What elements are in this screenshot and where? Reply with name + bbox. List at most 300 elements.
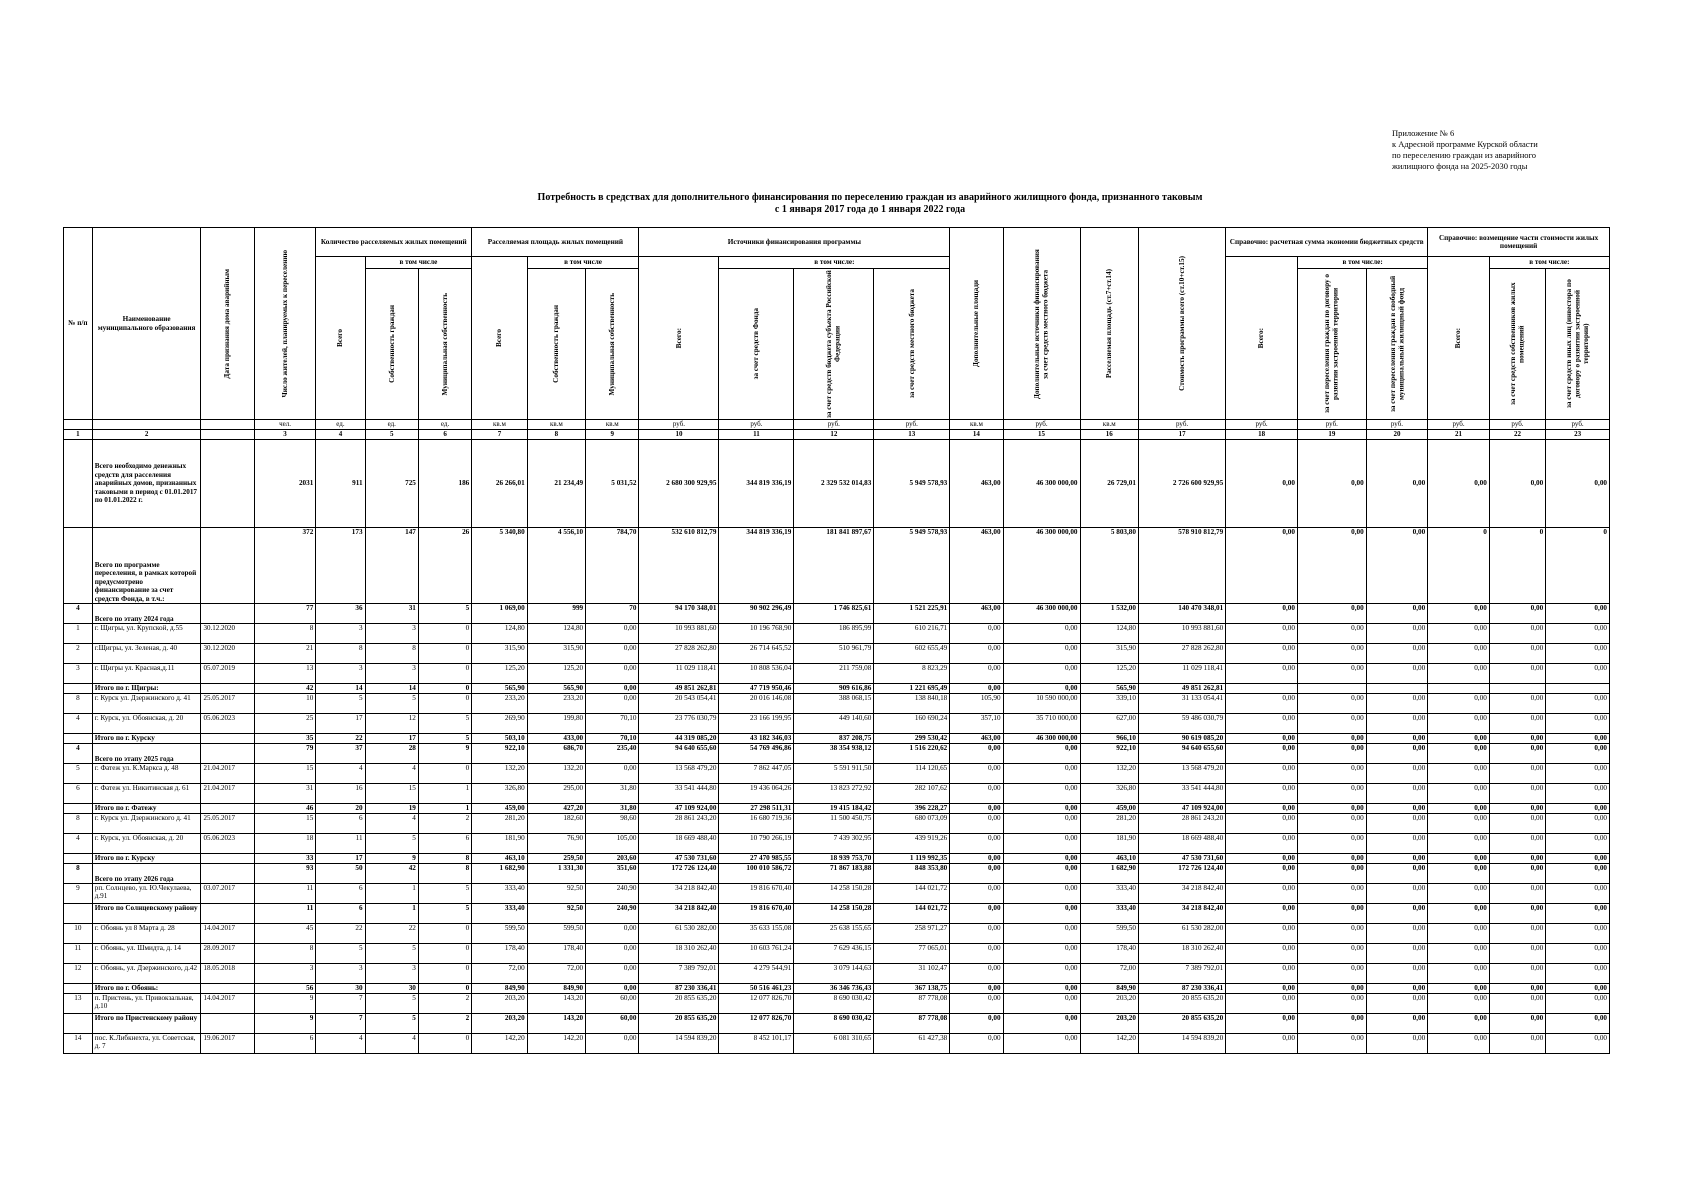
value-cell: 143,20: [527, 994, 585, 1014]
value-cell: 4 279 544,91: [719, 964, 794, 984]
value-cell: 0,00: [1546, 814, 1610, 834]
value-cell: 10 790 266,19: [719, 834, 794, 854]
value-cell: 1 682,90: [472, 864, 527, 884]
value-cell: 49 851 262,81: [639, 684, 719, 694]
value-cell: 31,80: [586, 804, 639, 814]
value-cell: 463,10: [472, 854, 527, 864]
value-cell: 0,00: [1428, 734, 1490, 744]
value-cell: 6: [254, 1034, 316, 1054]
value-cell: 459,00: [1080, 804, 1138, 814]
header-incl: в том числе:: [1489, 257, 1609, 269]
title-line: Потребность в средствах для дополнительного финансирования по переселению граждан из аварийного жилищного фонда, признанного таковым: [537, 192, 1203, 203]
value-cell: 0,00: [1428, 804, 1490, 814]
value-cell: 0,00: [1489, 744, 1545, 764]
value-cell: 15: [254, 814, 316, 834]
recognition-date: 21.04.2017: [201, 764, 254, 784]
header-fund: за счет средств Фонда: [719, 269, 794, 420]
value-cell: 372: [254, 528, 316, 604]
municipality-name: г. Курск ул. Дзержинского д. 41: [92, 694, 201, 714]
document-title: [380, 192, 1360, 216]
value-cell: 240,90: [586, 884, 639, 904]
municipality-name: Итого по Солнцевскому району: [92, 904, 201, 924]
unit-cell: чел.: [254, 420, 316, 430]
value-cell: 5 949 578,93: [874, 440, 950, 528]
value-cell: 0,00: [950, 1034, 1003, 1054]
header-econ-total: Всего:: [1226, 257, 1298, 420]
value-cell: 966,10: [1080, 734, 1138, 744]
value-cell: 54 769 496,86: [719, 744, 794, 764]
value-cell: 35 710 000,00: [1003, 714, 1080, 734]
header-comp-total: Всего:: [1428, 257, 1490, 420]
value-cell: 0,00: [1226, 944, 1298, 964]
value-cell: 77: [254, 604, 316, 624]
value-cell: 35: [254, 734, 316, 744]
value-cell: 0,00: [1489, 714, 1545, 734]
value-cell: 79: [254, 744, 316, 764]
column-number-cell: 21: [1428, 430, 1490, 440]
value-cell: 0,00: [1226, 714, 1298, 734]
value-cell: 186: [418, 440, 471, 528]
value-cell: 20 855 635,20: [639, 1014, 719, 1034]
value-cell: 0,00: [1003, 1014, 1080, 1034]
value-cell: 19: [365, 804, 418, 814]
unit-cell: кв.м: [586, 420, 639, 430]
municipality-name: Итого по г. Обоянь:: [92, 984, 201, 994]
value-cell: 1 221 695,49: [874, 684, 950, 694]
value-cell: 0,00: [1366, 1034, 1428, 1054]
value-cell: 269,90: [472, 714, 527, 734]
value-cell: 60,00: [586, 994, 639, 1014]
value-cell: 0,00: [1366, 604, 1428, 624]
municipality-name: г. Курск ул. Дзержинского д. 41: [92, 814, 201, 834]
value-cell: 87 778,08: [874, 994, 950, 1014]
value-cell: 33: [254, 854, 316, 864]
value-cell: 0,00: [1297, 1034, 1366, 1054]
value-cell: 181,90: [1080, 834, 1138, 854]
value-cell: [1489, 684, 1545, 694]
table-row: [64, 684, 1610, 694]
value-cell: 0: [1428, 528, 1490, 604]
value-cell: 13: [254, 664, 316, 684]
value-cell: 2: [418, 1014, 471, 1034]
header-comp2: за счет средств иных лиц (инвестора по договору о развитии застроенной территории): [1546, 269, 1610, 420]
value-cell: 144 021,72: [874, 884, 950, 904]
value-cell: 42: [365, 864, 418, 884]
value-cell: 0,00: [1003, 684, 1080, 694]
value-cell: 0,00: [1297, 984, 1366, 994]
value-cell: 0,00: [950, 744, 1003, 764]
value-cell: 27 470 985,55: [719, 854, 794, 864]
value-cell: 5: [316, 944, 365, 964]
value-cell: 315,90: [472, 644, 527, 664]
value-cell: 20 543 054,41: [639, 694, 719, 714]
value-cell: 22: [365, 924, 418, 944]
value-cell: 0,00: [1297, 764, 1366, 784]
value-cell: 0,00: [1489, 604, 1545, 624]
row-number: 8: [64, 694, 93, 714]
value-cell: 5 591 911,50: [794, 764, 874, 784]
value-cell: 0,00: [1297, 1014, 1366, 1034]
recognition-date: [201, 684, 254, 694]
value-cell: 0,00: [1428, 1014, 1490, 1034]
column-number-cell: 1: [64, 430, 93, 440]
value-cell: 0,00: [1003, 624, 1080, 644]
value-cell: 34 218 842,40: [639, 904, 719, 924]
value-cell: 602 655,49: [874, 644, 950, 664]
value-cell: 0,00: [1226, 764, 1298, 784]
table-row: [64, 864, 1610, 884]
value-cell: 125,20: [527, 664, 585, 684]
financing-table: [63, 227, 1610, 1054]
municipality-name: г. Курск, ул. Обоянская, д. 20: [92, 714, 201, 734]
value-cell: 0,00: [1297, 694, 1366, 714]
value-cell: 10 993 881,60: [639, 624, 719, 644]
value-cell: 14 258 150,28: [794, 904, 874, 924]
value-cell: 33 541 444,80: [1138, 784, 1225, 804]
value-cell: [1428, 684, 1490, 694]
value-cell: 7: [316, 1014, 365, 1034]
value-cell: 0,00: [1226, 624, 1298, 644]
value-cell: 1: [418, 784, 471, 804]
value-cell: 326,80: [1080, 784, 1138, 804]
value-cell: 0,00: [586, 764, 639, 784]
table-body: [64, 440, 1610, 1054]
value-cell: 7 439 302,95: [794, 834, 874, 854]
table-row: [64, 644, 1610, 664]
value-cell: 8: [418, 854, 471, 864]
value-cell: 0,00: [1226, 440, 1298, 528]
value-cell: 33 541 444,80: [639, 784, 719, 804]
value-cell: 49 851 262,81: [1138, 684, 1225, 694]
value-cell: 5: [365, 994, 418, 1014]
header-own-citizens: Собственность граждан: [365, 269, 418, 420]
row-number: [64, 734, 93, 744]
value-cell: 16: [316, 784, 365, 804]
value-cell: 0,00: [1489, 764, 1545, 784]
value-cell: 4: [365, 1034, 418, 1054]
value-cell: 8 823,29: [874, 664, 950, 684]
value-cell: 181,90: [472, 834, 527, 854]
value-cell: 9: [254, 1014, 316, 1034]
recognition-date: 05.06.2023: [201, 714, 254, 734]
value-cell: 172 726 124,40: [1138, 864, 1225, 884]
value-cell: 142,20: [472, 1034, 527, 1054]
value-cell: 0,00: [1489, 644, 1545, 664]
value-cell: 0,00: [1226, 528, 1298, 604]
value-cell: 2 680 300 929,95: [639, 440, 719, 528]
row-number: 5: [64, 764, 93, 784]
table-row: [64, 604, 1610, 624]
value-cell: 125,20: [472, 664, 527, 684]
row-number: 9: [64, 884, 93, 904]
header-rooms-total: Всего: [316, 257, 365, 420]
value-cell: 0,00: [1297, 744, 1366, 764]
column-number-cell: 7: [472, 430, 527, 440]
unit-cell: кв.м: [472, 420, 527, 430]
value-cell: 0,00: [1546, 784, 1610, 804]
header-comp-group: Справочно: возмещение части стоимости жилых помещений: [1428, 228, 1610, 257]
value-cell: 0,00: [950, 1014, 1003, 1034]
column-number-cell: 16: [1080, 430, 1138, 440]
unit-cell: руб.: [1428, 420, 1490, 430]
value-cell: 0,00: [1003, 644, 1080, 664]
value-cell: 0,00: [1366, 864, 1428, 884]
value-cell: 3: [316, 964, 365, 984]
value-cell: 50: [316, 864, 365, 884]
value-cell: 0,00: [1226, 984, 1298, 994]
column-number-cell: 6: [418, 430, 471, 440]
header-residents: Число жителей, планируемых к переселению: [254, 228, 316, 420]
municipality-name: Всего необходимо денежных средств для расселения аварийных домов, признанных таковыми в период с 01.01.2017 по 01.01.2022 г.: [92, 440, 201, 528]
value-cell: 203,20: [1080, 994, 1138, 1014]
value-cell: 87 230 336,41: [639, 984, 719, 994]
value-cell: 8: [418, 864, 471, 884]
value-cell: 124,80: [527, 624, 585, 644]
value-cell: 0,00: [1366, 924, 1428, 944]
value-cell: 1 119 992,35: [874, 854, 950, 864]
value-cell: 94 640 655,60: [1138, 744, 1225, 764]
value-cell: 0,00: [1226, 904, 1298, 924]
value-cell: 11 029 118,41: [639, 664, 719, 684]
value-cell: 8: [254, 944, 316, 964]
value-cell: 61 530 282,00: [1138, 924, 1225, 944]
value-cell: 10 603 761,24: [719, 944, 794, 964]
value-cell: 0,00: [1546, 924, 1610, 944]
value-cell: 46 300 000,00: [1003, 604, 1080, 624]
value-cell: 8 690 030,42: [794, 1014, 874, 1034]
value-cell: 0,00: [1297, 440, 1366, 528]
value-cell: 14: [316, 684, 365, 694]
value-cell: 0,00: [1428, 964, 1490, 984]
municipality-name: г. Обоянь, ул. Дзержинского, д.42: [92, 964, 201, 984]
value-cell: 90 902 296,49: [719, 604, 794, 624]
value-cell: 0,00: [1489, 984, 1545, 994]
value-cell: 0,00: [1297, 854, 1366, 864]
value-cell: [1226, 684, 1298, 694]
value-cell: 0,00: [1003, 744, 1080, 764]
value-cell: 47 719 950,46: [719, 684, 794, 694]
unit-cell: руб.: [1138, 420, 1225, 430]
recognition-date: 28.09.2017: [201, 944, 254, 964]
value-cell: 0,00: [950, 624, 1003, 644]
value-cell: 114 120,65: [874, 764, 950, 784]
value-cell: 0,00: [1489, 804, 1545, 814]
column-number-cell: 17: [1138, 430, 1225, 440]
row-number: 4: [64, 744, 93, 764]
value-cell: [1297, 684, 1366, 694]
municipality-name: пос. К.Либкнехта, ул. Советская, д. 7: [92, 1034, 201, 1054]
value-cell: 333,40: [472, 884, 527, 904]
value-cell: 0,00: [1489, 994, 1545, 1014]
recognition-date: 30.12.2020: [201, 644, 254, 664]
value-cell: 13 568 479,20: [1138, 764, 1225, 784]
recognition-date: 05.07.2019: [201, 664, 254, 684]
recognition-date: [201, 904, 254, 924]
value-cell: 0,00: [950, 644, 1003, 664]
value-cell: 0,00: [950, 994, 1003, 1014]
value-cell: 9: [418, 744, 471, 764]
value-cell: 0,00: [1489, 854, 1545, 864]
municipality-name: г. Щигры ул. Красная,д.11: [92, 664, 201, 684]
table-row: [64, 814, 1610, 834]
units-row: [64, 420, 1610, 430]
municipality-name: Итого по г. Курску: [92, 854, 201, 864]
row-number: 10: [64, 924, 93, 944]
value-cell: 0,00: [1297, 994, 1366, 1014]
value-cell: 0,00: [1226, 644, 1298, 664]
header-subject: за счет средств бюджета субъекта Российской Федерации: [794, 269, 874, 420]
value-cell: 76,90: [527, 834, 585, 854]
value-cell: 0,00: [1297, 814, 1366, 834]
table-row: [64, 1034, 1610, 1054]
municipality-name: Итого по г. Щигры:: [92, 684, 201, 694]
value-cell: 299 530,42: [874, 734, 950, 744]
value-cell: 532 610 812,79: [639, 528, 719, 604]
value-cell: 0,00: [1546, 864, 1610, 884]
value-cell: 0,00: [1489, 904, 1545, 924]
value-cell: 3: [316, 664, 365, 684]
value-cell: 5: [365, 834, 418, 854]
value-cell: 27 298 511,31: [719, 804, 794, 814]
value-cell: 0,00: [1366, 994, 1428, 1014]
recognition-date: 03.07.2017: [201, 884, 254, 904]
value-cell: 5 031,52: [586, 440, 639, 528]
value-cell: 0: [1489, 528, 1545, 604]
value-cell: 0,00: [1546, 744, 1610, 764]
header-incl: в том числе:: [1297, 257, 1427, 269]
column-number-cell: 3: [254, 430, 316, 440]
value-cell: 0,00: [1546, 764, 1610, 784]
value-cell: 16 680 719,36: [719, 814, 794, 834]
value-cell: 90 619 085,20: [1138, 734, 1225, 744]
recognition-date: [201, 864, 254, 884]
value-cell: 999: [527, 604, 585, 624]
header-rooms-group: Количество расселяемых жилых помещений: [316, 228, 472, 257]
value-cell: 7: [316, 994, 365, 1014]
value-cell: 182,60: [527, 814, 585, 834]
row-number: [64, 684, 93, 694]
unit-cell: ед.: [418, 420, 471, 430]
recognition-date: [201, 440, 254, 528]
value-cell: 680 073,09: [874, 814, 950, 834]
value-cell: 5: [365, 694, 418, 714]
value-cell: 124,80: [1080, 624, 1138, 644]
value-cell: 0,00: [1428, 834, 1490, 854]
value-cell: 6: [316, 904, 365, 924]
value-cell: 26 266,01: [472, 440, 527, 528]
value-cell: 12: [365, 714, 418, 734]
row-number: 12: [64, 964, 93, 984]
value-cell: 8: [316, 644, 365, 664]
value-cell: 463,00: [950, 734, 1003, 744]
value-cell: 0,00: [586, 944, 639, 964]
row-number: 14: [64, 1034, 93, 1054]
value-cell: 0,00: [1366, 528, 1428, 604]
value-cell: 211 759,08: [794, 664, 874, 684]
value-cell: 599,50: [527, 924, 585, 944]
value-cell: 1: [418, 804, 471, 814]
value-cell: 5: [418, 604, 471, 624]
value-cell: 686,70: [527, 744, 585, 764]
value-cell: 0,00: [950, 864, 1003, 884]
municipality-name: Всего по этапу 2024 года: [92, 604, 201, 624]
value-cell: 10 196 768,90: [719, 624, 794, 644]
value-cell: 28: [365, 744, 418, 764]
table-row: [64, 884, 1610, 904]
unit-cell: [64, 420, 93, 430]
value-cell: 18 310 262,40: [639, 944, 719, 964]
column-number-cell: 11: [719, 430, 794, 440]
value-cell: 144 021,72: [874, 904, 950, 924]
value-cell: 0,00: [1546, 694, 1610, 714]
column-number-cell: 13: [874, 430, 950, 440]
value-cell: 0,00: [950, 964, 1003, 984]
table-row: [64, 904, 1610, 924]
value-cell: 0,00: [1546, 854, 1610, 864]
value-cell: 1: [365, 884, 418, 904]
row-number: 3: [64, 664, 93, 684]
value-cell: 1 516 220,62: [874, 744, 950, 764]
value-cell: 0,00: [1489, 784, 1545, 804]
value-cell: 199,80: [527, 714, 585, 734]
value-cell: 295,00: [527, 784, 585, 804]
value-cell: 233,20: [527, 694, 585, 714]
value-cell: 0,00: [1226, 994, 1298, 1014]
value-cell: 326,80: [472, 784, 527, 804]
value-cell: 7 389 792,01: [1138, 964, 1225, 984]
value-cell: 10 590 000,00: [1003, 694, 1080, 714]
value-cell: 0,00: [1226, 664, 1298, 684]
header-econ2: за счет переселения граждан в свободный муниципальный жилищный фонд: [1366, 269, 1428, 420]
value-cell: 18 669 488,40: [1138, 834, 1225, 854]
value-cell: 0,00: [1489, 864, 1545, 884]
value-cell: [1366, 684, 1428, 694]
row-number: 11: [64, 944, 93, 964]
value-cell: 0,00: [1226, 604, 1298, 624]
value-cell: 0,00: [1366, 734, 1428, 744]
recognition-date: [201, 804, 254, 814]
value-cell: 0,00: [1226, 694, 1298, 714]
value-cell: 31,80: [586, 784, 639, 804]
value-cell: 203,20: [1080, 1014, 1138, 1034]
value-cell: 0,00: [950, 814, 1003, 834]
value-cell: 5: [418, 904, 471, 924]
value-cell: 46: [254, 804, 316, 814]
unit-cell: [92, 420, 201, 430]
value-cell: 0,00: [1366, 764, 1428, 784]
value-cell: 15: [254, 764, 316, 784]
value-cell: 463,00: [950, 528, 1003, 604]
value-cell: 1 521 225,91: [874, 604, 950, 624]
header-fin-group: Источники финансирования программы: [639, 228, 950, 257]
value-cell: 0,00: [1297, 714, 1366, 734]
value-cell: 0,00: [1546, 904, 1610, 924]
value-cell: 142,20: [1080, 1034, 1138, 1054]
value-cell: 27 828 262,80: [639, 644, 719, 664]
value-cell: 1 069,00: [472, 604, 527, 624]
unit-cell: руб.: [874, 420, 950, 430]
value-cell: 0,00: [1428, 854, 1490, 864]
header-area-total: Всего: [472, 257, 527, 420]
value-cell: 10: [254, 694, 316, 714]
value-cell: 848 353,80: [874, 864, 950, 884]
value-cell: 0,00: [1226, 864, 1298, 884]
unit-cell: руб.: [1366, 420, 1428, 430]
municipality-name: Итого по г. Курску: [92, 734, 201, 744]
value-cell: 0,00: [1003, 884, 1080, 904]
value-cell: 0,00: [1226, 964, 1298, 984]
table-row: [64, 744, 1610, 764]
